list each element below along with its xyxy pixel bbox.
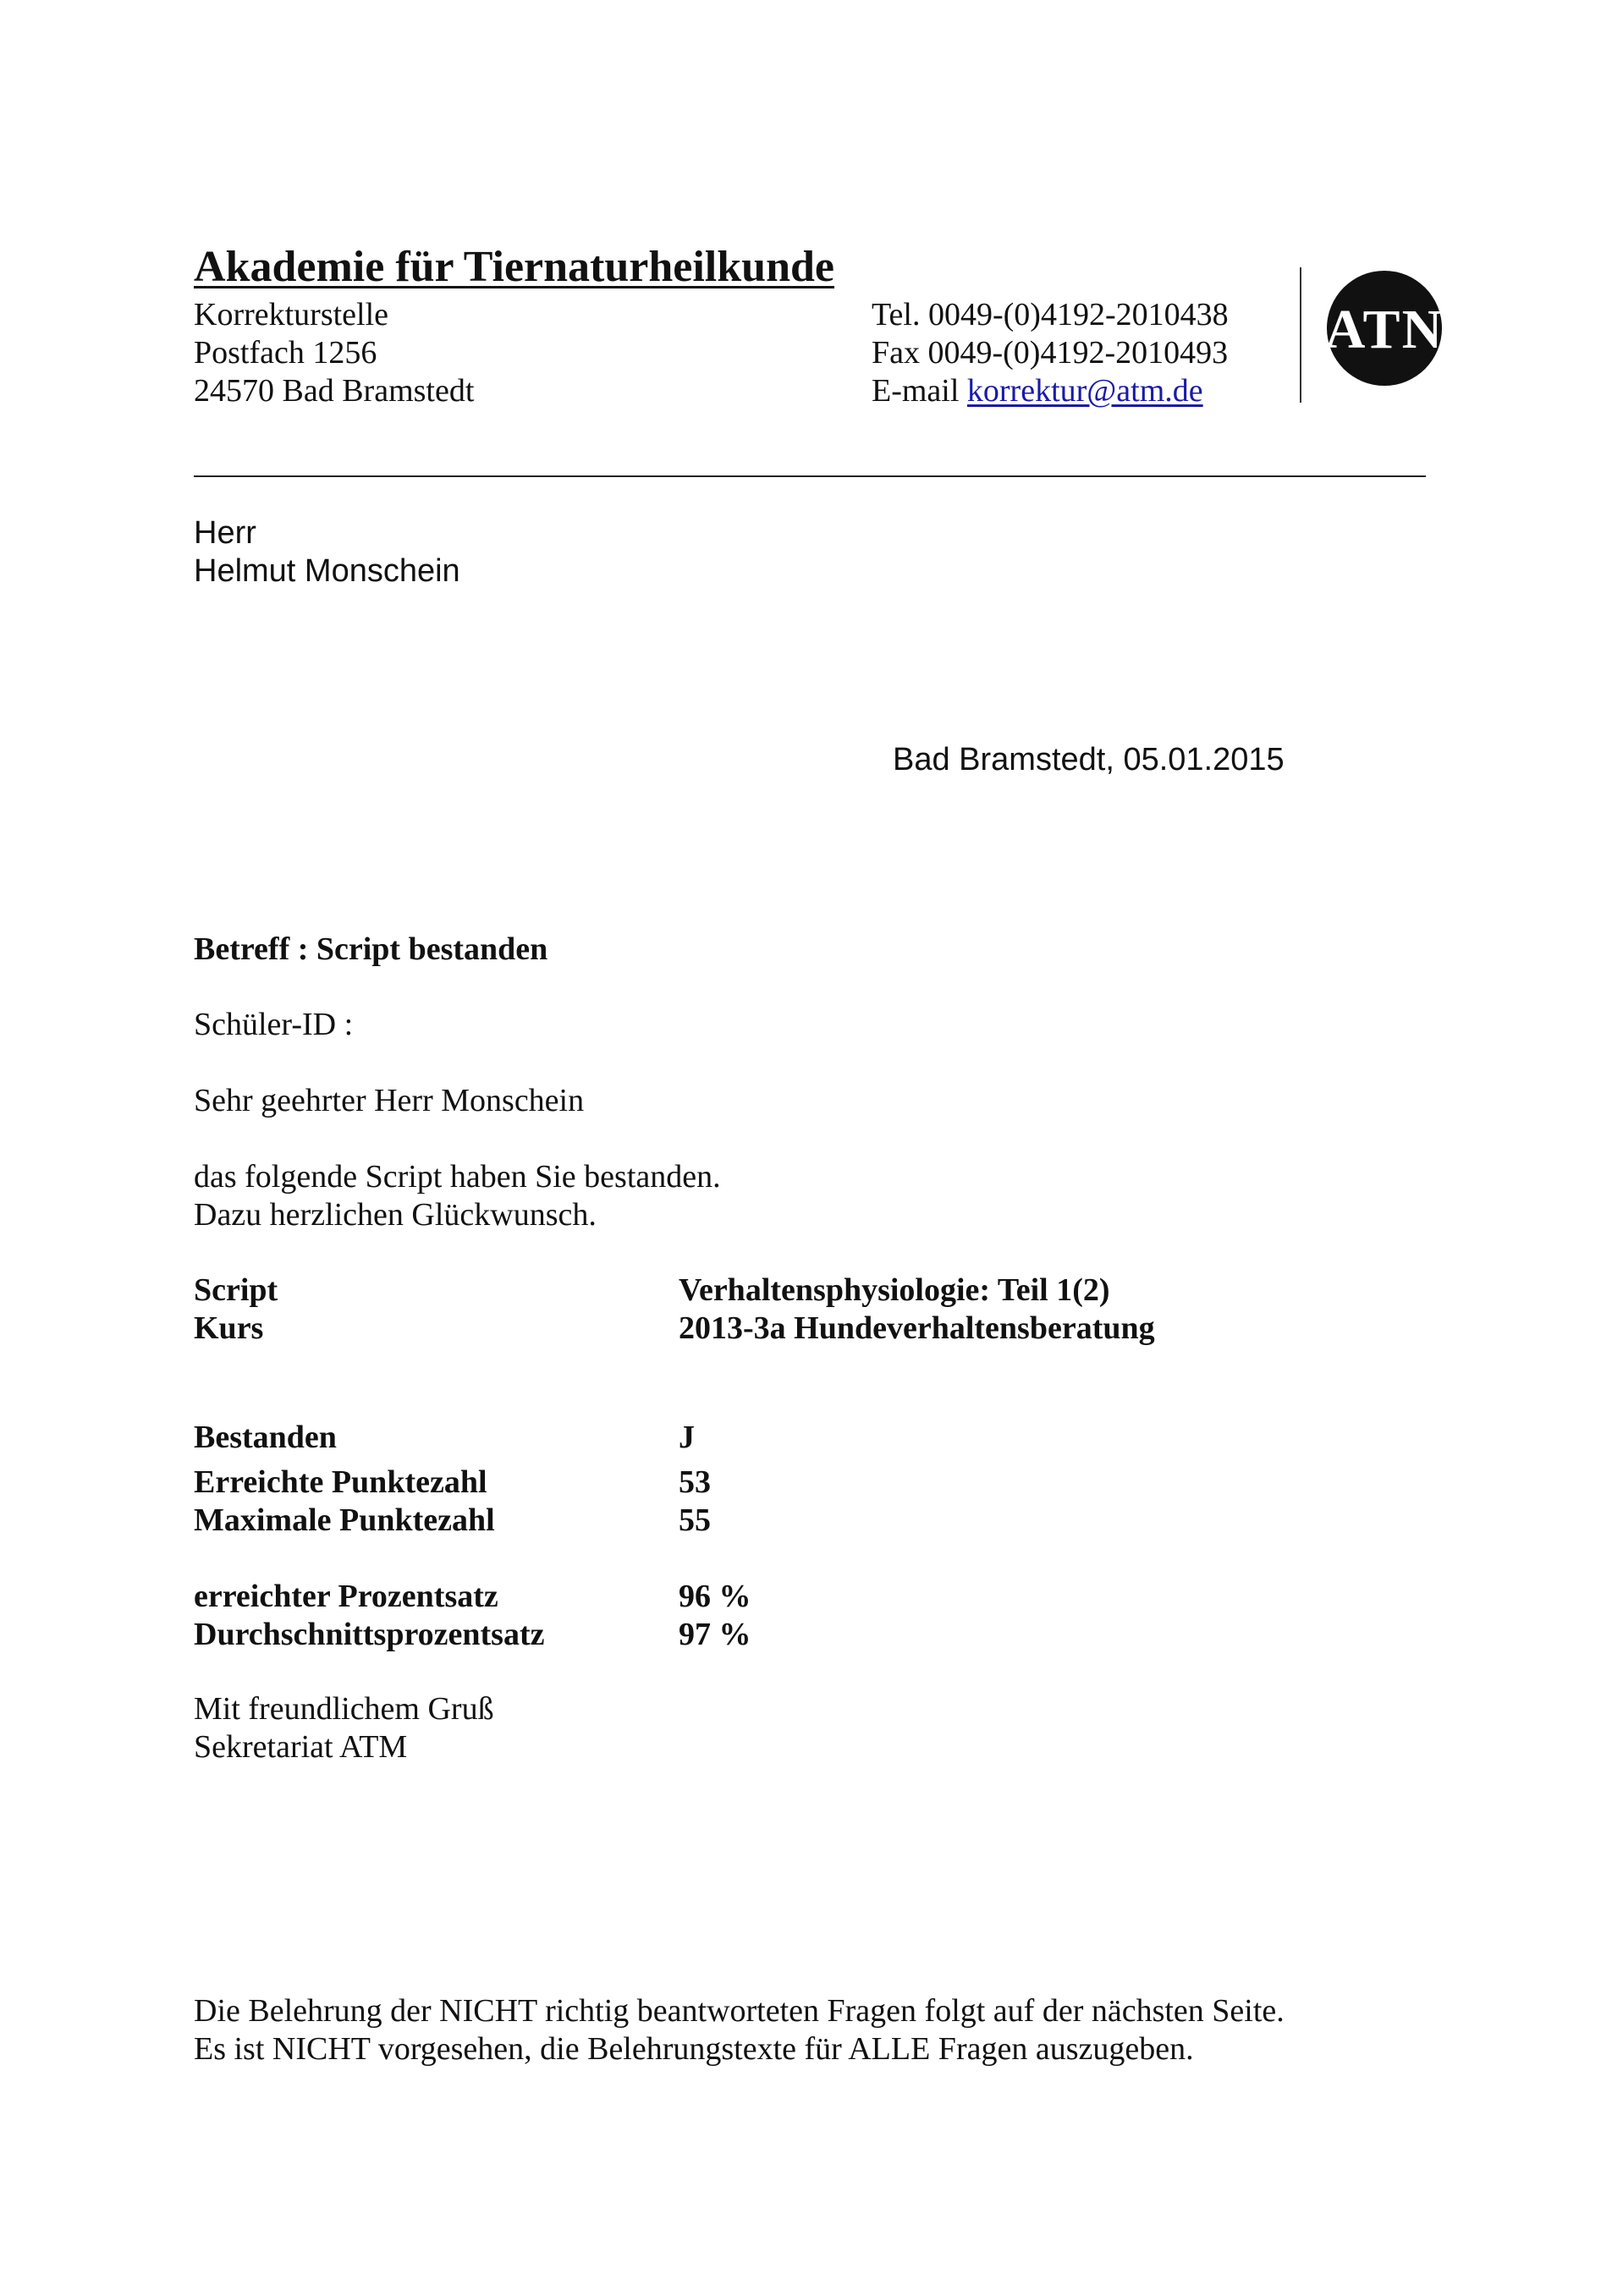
sender-phone: Tel. 0049-(0)4192-2010438 <box>872 297 1229 332</box>
sender-fax: Fax 0049-(0)4192-2010493 <box>872 335 1229 371</box>
course-label: Kurs <box>194 1310 264 1346</box>
letter-closing <box>194 1690 494 1766</box>
email-label: E-mail <box>872 373 967 409</box>
letter-greeting: Sehr geehrter Herr Monschein <box>194 1083 585 1118</box>
student-id: Schüler-ID : <box>194 1007 354 1042</box>
footer-line: Es ist NICHT vorgesehen, die Belehrungstexte für ALLE Fragen auszugeben. <box>194 2031 1194 2067</box>
organization-title: Akademie für Tiernaturheilkunde <box>194 243 834 291</box>
percent-average-value: 97 % <box>679 1617 751 1652</box>
points-max-label: Maximale Punktezahl <box>194 1502 495 1538</box>
footer-note <box>194 1992 1285 2068</box>
logo-text: ATN <box>1325 299 1444 360</box>
points-max-value: 55 <box>679 1502 711 1538</box>
points-achieved-value: 53 <box>679 1464 711 1500</box>
footer-line: Die Belehrung der NICHT richtig beantworteten Fragen folgt auf der nächsten Seite. <box>194 1993 1285 2029</box>
recipient-address <box>194 514 460 590</box>
sender-address-line: 24570 Bad Bramstedt <box>194 373 475 409</box>
script-label: Script <box>194 1272 278 1308</box>
sender-contact <box>872 296 1229 410</box>
course-value: 2013-3a Hundeverhaltensberatung <box>679 1310 1155 1346</box>
sender-email <box>872 372 1229 410</box>
sender-address-line: Korrekturstelle <box>194 297 389 332</box>
letter-date: Bad Bramstedt, 05.01.2015 <box>893 742 1285 777</box>
recipient-salutation: Herr <box>194 515 256 551</box>
script-value: Verhaltensphysiologie: Teil 1(2) <box>679 1272 1110 1308</box>
header-divider <box>1300 267 1301 403</box>
percent-achieved-label: erreichter Prozentsatz <box>194 1579 498 1614</box>
sender-address-line: Postfach 1256 <box>194 335 377 371</box>
closing-signature: Sekretariat ATM <box>194 1729 408 1765</box>
recipient-name: Helmut Monschein <box>194 553 460 589</box>
sender-address <box>194 296 474 410</box>
email-link[interactable]: korrektur@atm.de <box>966 373 1203 409</box>
closing-line: Mit freundlichem Gruß <box>194 1691 494 1727</box>
points-achieved-label: Erreichte Punktezahl <box>194 1464 487 1500</box>
percent-achieved-value: 96 % <box>679 1579 751 1614</box>
intro-line: das folgende Script haben Sie bestanden. <box>194 1159 721 1195</box>
letter-subject: Betreff : Script bestanden <box>194 931 548 967</box>
letter-intro <box>194 1158 721 1234</box>
passed-value: J <box>679 1420 695 1455</box>
percent-average-label: Durchschnittsprozentsatz <box>194 1617 545 1652</box>
atn-logo-icon <box>1325 269 1444 387</box>
intro-line: Dazu herzlichen Glückwunsch. <box>194 1197 597 1233</box>
atn-logo <box>1325 269 1444 387</box>
passed-label: Bestanden <box>194 1420 337 1455</box>
header-separator <box>194 475 1426 477</box>
